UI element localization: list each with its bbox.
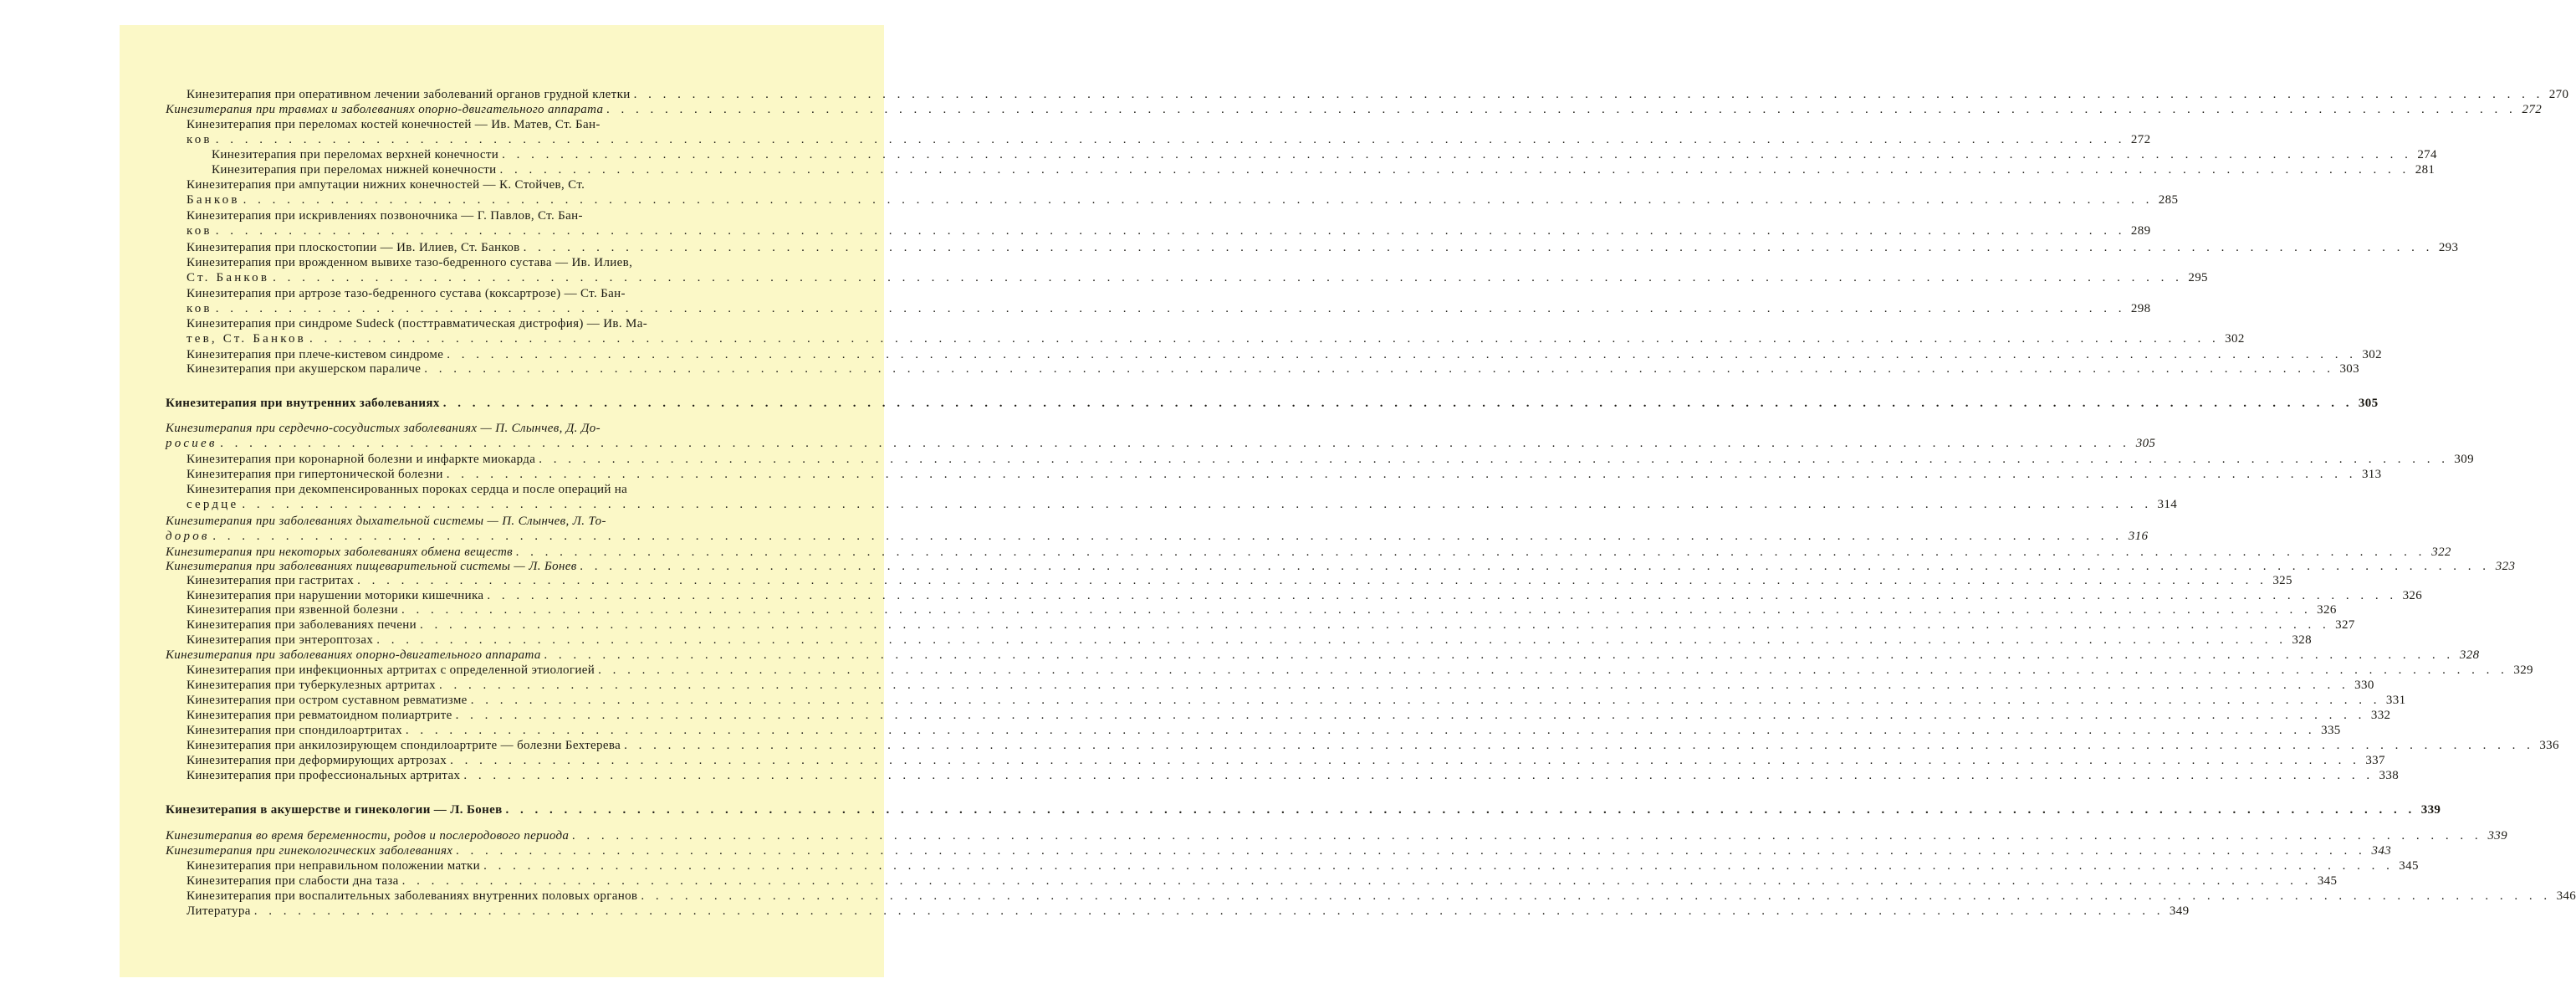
- toc-entry: [187, 589, 2423, 604]
- toc-entry: [187, 362, 2360, 377]
- toc-entry: [166, 103, 2543, 118]
- toc-entry: [187, 874, 2338, 889]
- toc-entry: [187, 859, 2419, 874]
- toc-entry-title: Кинезитерапия при синдроме Sudeck (посттравматическая дистрофия) — Ив. Ма-: [187, 317, 648, 330]
- leader-dots: [480, 859, 2394, 873]
- page-number: 335: [2321, 724, 2341, 737]
- toc-entry: [187, 739, 2559, 754]
- leader-dots: [440, 397, 2354, 411]
- leader-dots: [503, 803, 2416, 817]
- leader-dots: [217, 437, 2131, 451]
- page-number: 293: [2438, 241, 2459, 254]
- toc-entry-title: Кинезитерапия при коронарной болезни и инфаркте миокарда: [187, 453, 536, 466]
- page-number: 305: [2358, 397, 2379, 410]
- toc-entry-title: Кинезитерапия при остром суставном ревматизме: [187, 694, 468, 707]
- toc-entry: [187, 241, 2459, 256]
- toc-entry-title: Кинезитерапия при сердечно-сосудистых заболеваниях — П. Слынчев, Д. До-: [166, 422, 601, 435]
- page-number: 326: [2317, 603, 2337, 617]
- leader-dots: [443, 348, 2357, 362]
- leader-dots: [436, 679, 2349, 693]
- page-number: 326: [2402, 589, 2423, 602]
- toc-entry: [187, 317, 2245, 346]
- leader-dots: [569, 829, 2482, 843]
- page-number: 302: [2362, 348, 2382, 361]
- toc-entry-title: Кинезитерапия при переломах верхней конечности: [212, 148, 499, 161]
- toc-entry-title: Кинезитерапия при туберкулезных артритах: [187, 679, 436, 692]
- page-number: 272: [2130, 132, 2151, 146]
- page-number: 309: [2454, 453, 2474, 466]
- page-number: 316: [2128, 529, 2149, 543]
- toc-entry: [187, 709, 2391, 724]
- toc-entry-title: ков: [187, 132, 212, 146]
- leader-dots: [603, 103, 2517, 117]
- toc-entry-title: Кинезитерапия при врожденном вывихе тазо-бедренного сустава — Ив. Илиев,: [187, 256, 633, 269]
- leader-dots: [210, 530, 2124, 544]
- leader-dots: [497, 163, 2410, 177]
- page-number: 295: [2188, 270, 2208, 284]
- page-number: 338: [2379, 769, 2400, 782]
- toc-entry: [187, 574, 2292, 589]
- toc-entry-title: Кинезитерапия при ревматоидном полиартрите: [187, 709, 452, 722]
- toc-entry-title: Кинезитерапия при деформирующих артрозах: [187, 754, 447, 767]
- leader-dots: [398, 603, 2312, 617]
- page-number: 336: [2539, 739, 2559, 752]
- page-number: 322: [2431, 546, 2451, 559]
- leader-dots: [535, 453, 2449, 467]
- toc-entry-title: Кинезитерапия при анкилозирующем спондилоартрите — болезни Бехтерева: [187, 739, 621, 752]
- page-number: 328: [2292, 633, 2312, 647]
- leader-dots: [443, 468, 2357, 482]
- book-page: [120, 25, 2576, 977]
- page-number: 332: [2370, 709, 2391, 722]
- toc-entry: [187, 663, 2533, 679]
- toc-entry-title: ков: [187, 301, 212, 315]
- toc-entry: [166, 803, 2441, 818]
- toc-entry-title: Кинезитерапия при заболеваниях дыхательной системы — П. Слынчев, Л. То-: [166, 515, 606, 528]
- leader-dots: [306, 332, 2220, 346]
- leader-dots: [417, 618, 2330, 633]
- toc-entry-title: Кинезитерапия при внутренних заболеваниях: [166, 397, 440, 410]
- toc-entry-title: Кинезитерапия при неправильном положении матки: [187, 859, 481, 873]
- toc-entry-title: Кинезитерапия при воспалительных заболеваниях внутренних половых органов: [187, 889, 638, 903]
- table-of-contents: [120, 25, 2576, 977]
- leader-dots: [238, 498, 2152, 512]
- toc-entry-title: Кинезитерапия при ампутации нижних конечностей — К. Стойчев, Ст.: [187, 178, 585, 192]
- page-number: 343: [2371, 844, 2392, 858]
- page-number: 270: [2548, 88, 2569, 101]
- page-number: 314: [2157, 497, 2178, 511]
- page-number: 281: [2415, 163, 2435, 177]
- leader-dots: [402, 724, 2316, 738]
- toc-entry: [166, 829, 2508, 844]
- leader-dots: [468, 694, 2381, 708]
- toc-entry: [166, 648, 2480, 663]
- toc-entry-title: Кинезитерапия при заболеваниях пищеварительной системы — Л. Бонев: [166, 560, 577, 573]
- toc-entry: [166, 422, 2156, 451]
- page-number: 327: [2335, 618, 2355, 632]
- leader-dots: [240, 193, 2154, 207]
- page-number: 346: [2556, 889, 2576, 903]
- toc-entry: [187, 679, 2374, 694]
- toc-entry-title: росиев: [166, 436, 217, 450]
- page-number: 345: [2317, 874, 2338, 888]
- toc-entry: [187, 904, 2190, 919]
- leader-dots: [460, 769, 2374, 783]
- toc-entry: [212, 163, 2435, 178]
- leader-dots: [212, 224, 2126, 238]
- toc-entry: [187, 889, 2576, 904]
- toc-entry: [187, 724, 2341, 739]
- toc-entry-title: Кинезитерапия при заболеваниях печени: [187, 618, 417, 632]
- leader-dots: [452, 844, 2366, 858]
- page-number: 302: [2225, 331, 2245, 346]
- leader-dots: [595, 663, 2508, 678]
- page-number: 323: [2495, 560, 2516, 573]
- leader-dots: [354, 574, 2267, 588]
- toc-entry: [166, 515, 2149, 544]
- page-number: 274: [2417, 148, 2437, 161]
- toc-entry-title: Кинезитерапия во время беременности, родов и послеродового периода: [166, 829, 570, 843]
- toc-entry: [166, 397, 2379, 412]
- leader-dots: [621, 739, 2534, 753]
- toc-entry-title: тев, Ст. Банков: [187, 331, 306, 346]
- leader-dots: [269, 271, 2183, 285]
- toc-entry-title: Кинезитерапия при профессиональных артритах: [187, 769, 461, 782]
- toc-entry-title: Кинезитерапия при язвенной болезни: [187, 603, 398, 617]
- page-number: 285: [2158, 192, 2179, 207]
- page-number: 305: [2135, 436, 2156, 450]
- toc-entry: [187, 256, 2208, 285]
- leader-dots: [541, 648, 2455, 663]
- page-number: 330: [2354, 679, 2374, 692]
- page-number: 345: [2399, 859, 2419, 873]
- leader-dots: [520, 241, 2434, 255]
- leader-dots: [251, 904, 2165, 919]
- toc-entry: [187, 287, 2151, 316]
- leader-dots: [513, 546, 2426, 560]
- toc-entry-title: Ст. Банков: [187, 270, 270, 284]
- leader-dots: [631, 88, 2544, 102]
- toc-entry-title: Кинезитерапия при плече-кистевом синдроме: [187, 348, 444, 361]
- leader-dots: [212, 302, 2126, 316]
- toc-entry: [187, 118, 2151, 147]
- toc-entry-title: Кинезитерапия при заболеваниях опорно-двигательного аппарата: [166, 648, 541, 662]
- toc-entry: [166, 546, 2451, 561]
- page-number: 328: [2459, 648, 2480, 662]
- leader-dots: [399, 874, 2313, 889]
- leader-dots: [373, 633, 2287, 648]
- toc-entry: [166, 560, 2516, 575]
- toc-entry-title: Кинезитерапия при оперативном лечении заболеваний органов грудной клетки: [187, 88, 631, 101]
- toc-entry-title: Кинезитерапия при энтероптозах: [187, 633, 374, 647]
- toc-entry: [166, 844, 2392, 859]
- toc-entry-title: сердце: [187, 497, 239, 511]
- toc-entry-title: Кинезитерапия при плоскостопии — Ив. Илиев, Ст. Банков: [187, 241, 520, 254]
- leader-dots: [421, 362, 2334, 376]
- toc-entry-title: Кинезитерапия при гипертонической болезни: [187, 468, 443, 481]
- toc-entry: [187, 483, 2178, 512]
- toc-entry: [212, 148, 2437, 163]
- page-number: 329: [2513, 663, 2533, 677]
- toc-entry-title: Литература: [187, 904, 251, 918]
- toc-entry: [187, 453, 2474, 468]
- leader-dots: [637, 889, 2551, 904]
- toc-entry: [187, 603, 2337, 618]
- toc-entry-title: Кинезитерапия при травмах и заболеваниях опорно-двигательного аппарата: [166, 103, 604, 116]
- toc-entry: [187, 769, 2400, 784]
- toc-entry-title: Кинезитерапия при гастритах: [187, 574, 355, 587]
- toc-entry: [187, 694, 2406, 709]
- toc-entry-title: Кинезитерапия при гинекологических заболеваниях: [166, 844, 453, 858]
- leader-dots: [498, 148, 2412, 162]
- toc-entry: [187, 178, 2179, 207]
- toc-entry-title: Кинезитерапия при инфекционных артритах с определенной этиологией: [187, 663, 595, 677]
- toc-entry: [187, 88, 2569, 103]
- page-number: 337: [2365, 754, 2385, 767]
- toc-entry-title: Кинезитерапия в акушерстве и гинекологии — Л. Бонев: [166, 803, 503, 817]
- leader-dots: [452, 709, 2366, 723]
- leader-dots: [483, 589, 2397, 603]
- toc-entry-title: Кинезитерапия при искривлениях позвоночника — Г. Павлов, Ст. Бан-: [187, 209, 583, 223]
- toc-entry-title: Кинезитерапия при переломах нижней конечности: [212, 163, 497, 177]
- toc-entry-title: Кинезитерапия при акушерском параличе: [187, 362, 422, 376]
- toc-entry-title: Кинезитерапия при слабости дна таза: [187, 874, 399, 888]
- toc-entry: [187, 618, 2355, 633]
- page-number: 339: [2420, 803, 2441, 817]
- page-number: 313: [2361, 468, 2382, 481]
- page-number: 298: [2130, 301, 2151, 315]
- toc-entry-title: Кинезитерапия при переломах костей конечностей — Ив. Матев, Ст. Бан-: [187, 118, 601, 131]
- toc-entry: [187, 468, 2382, 483]
- leader-dots: [577, 560, 2491, 574]
- toc-entry: [187, 754, 2385, 769]
- page-number: 303: [2339, 362, 2360, 376]
- toc-entry-title: Кинезитерапия при некоторых заболеваниях обмена веществ: [166, 546, 514, 559]
- leader-dots: [447, 754, 2360, 768]
- toc-entry-title: Банков: [187, 192, 240, 207]
- page-number: 325: [2272, 574, 2292, 587]
- toc-entry-title: Кинезитерапия при спондилоартритах: [187, 724, 402, 737]
- toc-entry: [187, 348, 2382, 363]
- toc-entry-title: Кинезитерапия при нарушении моторики кишечника: [187, 589, 484, 602]
- page-number: 331: [2385, 694, 2406, 707]
- toc-entry: [187, 209, 2151, 238]
- toc-entry-title: доров: [166, 529, 210, 543]
- page-number: 349: [2169, 904, 2190, 918]
- page-number: 272: [2522, 103, 2543, 116]
- leader-dots: [212, 133, 2126, 147]
- page-number: 289: [2130, 223, 2151, 238]
- toc-entry-title: Кинезитерапия при декомпенсированных пороках сердца и после операций на: [187, 483, 628, 496]
- page-number: 339: [2487, 829, 2508, 843]
- toc-entry: [187, 633, 2312, 648]
- toc-entry-title: ков: [187, 223, 212, 238]
- toc-entry-title: Кинезитерапия при артрозе тазо-бедренного сустава (коксартрозе) — Ст. Бан-: [187, 287, 626, 300]
